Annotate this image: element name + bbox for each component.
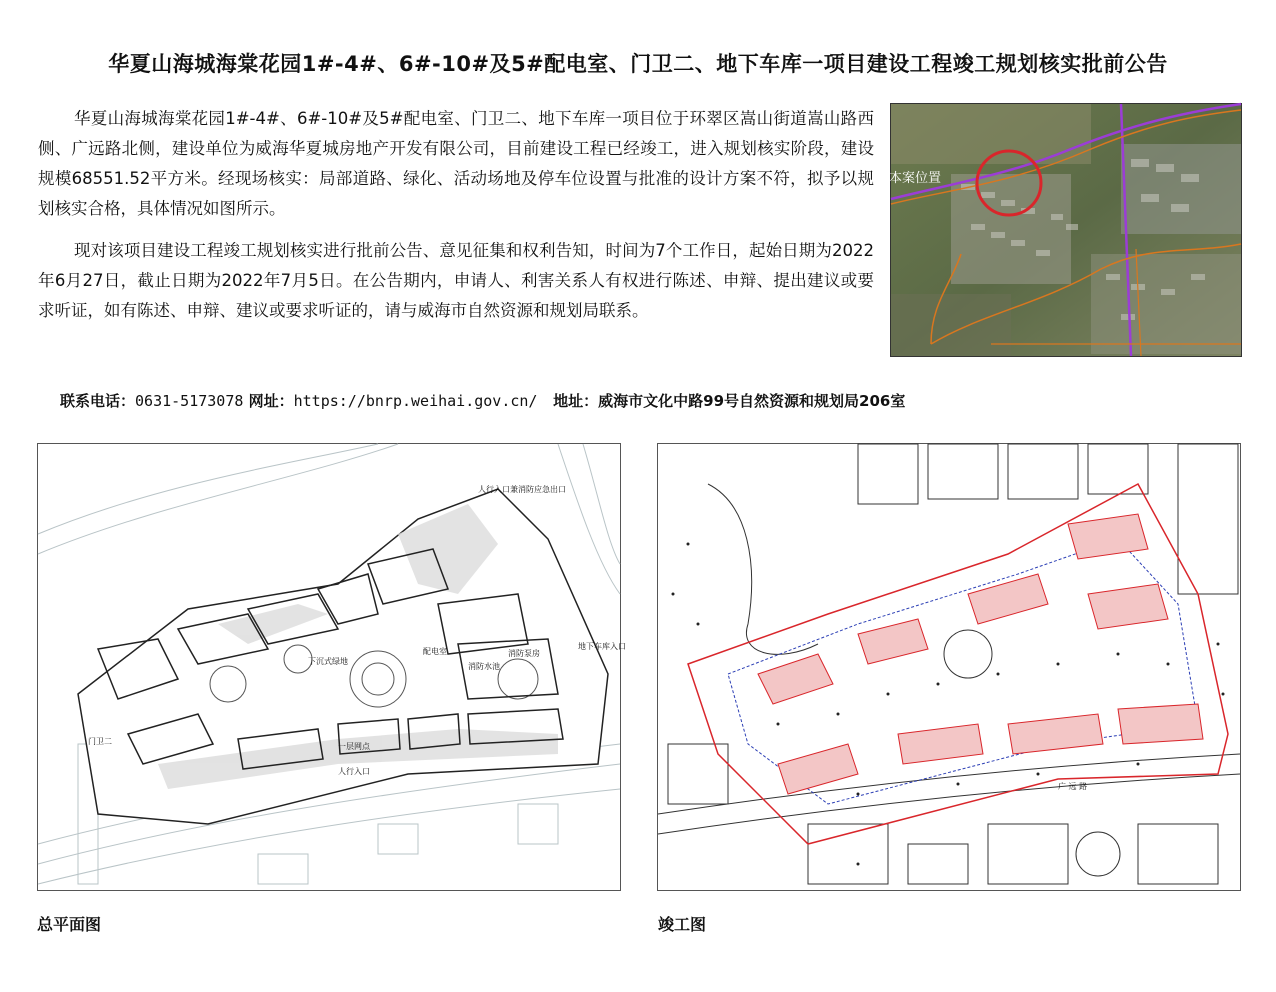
- page-title: 华夏山海城海棠花园1#-4#、6#-10#及5#配电室、门卫二、地下车库一项目建设工程竣工规划核实批前公告: [108, 52, 1168, 76]
- road-label: 广 远 路: [1058, 782, 1088, 791]
- intro-paragraph: 华夏山海城海棠花园1#-4#、6#-10#及5#配电室、门卫二、地下车库一项目位于环翠区嵩山街道嵩山路西侧、广远路北侧，建设单位为威海华夏城房地产开发有限公司，目前建设工程已经竣工，进入规划核实阶段，建设规模68551.52平方米。经现场核实：局部道路、绿化、活动场地及停车位设置与批准的设计方案不符，拟予以规划核实合格，具体情况如图所示。: [38, 109, 874, 218]
- address-label: 地址：: [537, 392, 599, 410]
- label-sunken-green: 下沉式绿地: [308, 657, 348, 666]
- website-label: 网址：: [243, 392, 294, 410]
- label-fire-pool: 消防水池: [468, 662, 500, 671]
- label-entrance-top: 人行入口兼消防应急出口: [478, 485, 566, 494]
- satellite-location-map: [890, 103, 1242, 357]
- contact-line: [60, 390, 905, 411]
- as-built-drawing: [657, 443, 1241, 891]
- notice-paragraph: 现对该项目建设工程竣工规划核实进行批前公告、意见征集和权利告知，时间为7个工作日，起始日期为2022年6月27日，截止日期为2022年7月5日。在公告期内，申请人、利害关系人有权进行陈述、申辩、提出建议或要求听证，如有陈述、申辩、建议或要求听证的，请与威海市自然资源和规划局联系。: [38, 241, 874, 320]
- phone-label: 联系电话：: [60, 392, 136, 410]
- phone-number: 0631-5173078: [135, 392, 244, 410]
- as-built-caption: 竣工图: [658, 915, 707, 934]
- label-pedestrian-entrance: 人行入口: [338, 767, 370, 776]
- site-plan-drawing: [37, 443, 626, 891]
- label-guard-room: 门卫二: [88, 737, 112, 746]
- website-link[interactable]: https://bnrp.weihai.gov.cn/: [293, 392, 538, 410]
- label-fire-pump: 消防泵房: [508, 649, 540, 658]
- label-garage-entrance: 地下车库入口: [578, 642, 626, 651]
- address-text: 威海市文化中路99号自然资源和规划局206室: [598, 392, 906, 410]
- label-shops: 一层网点: [338, 742, 370, 751]
- site-plan-caption: 总平面图: [37, 915, 102, 934]
- satellite-marker-label: 本案位置: [889, 171, 942, 186]
- label-distribution-room: 配电室: [423, 647, 447, 656]
